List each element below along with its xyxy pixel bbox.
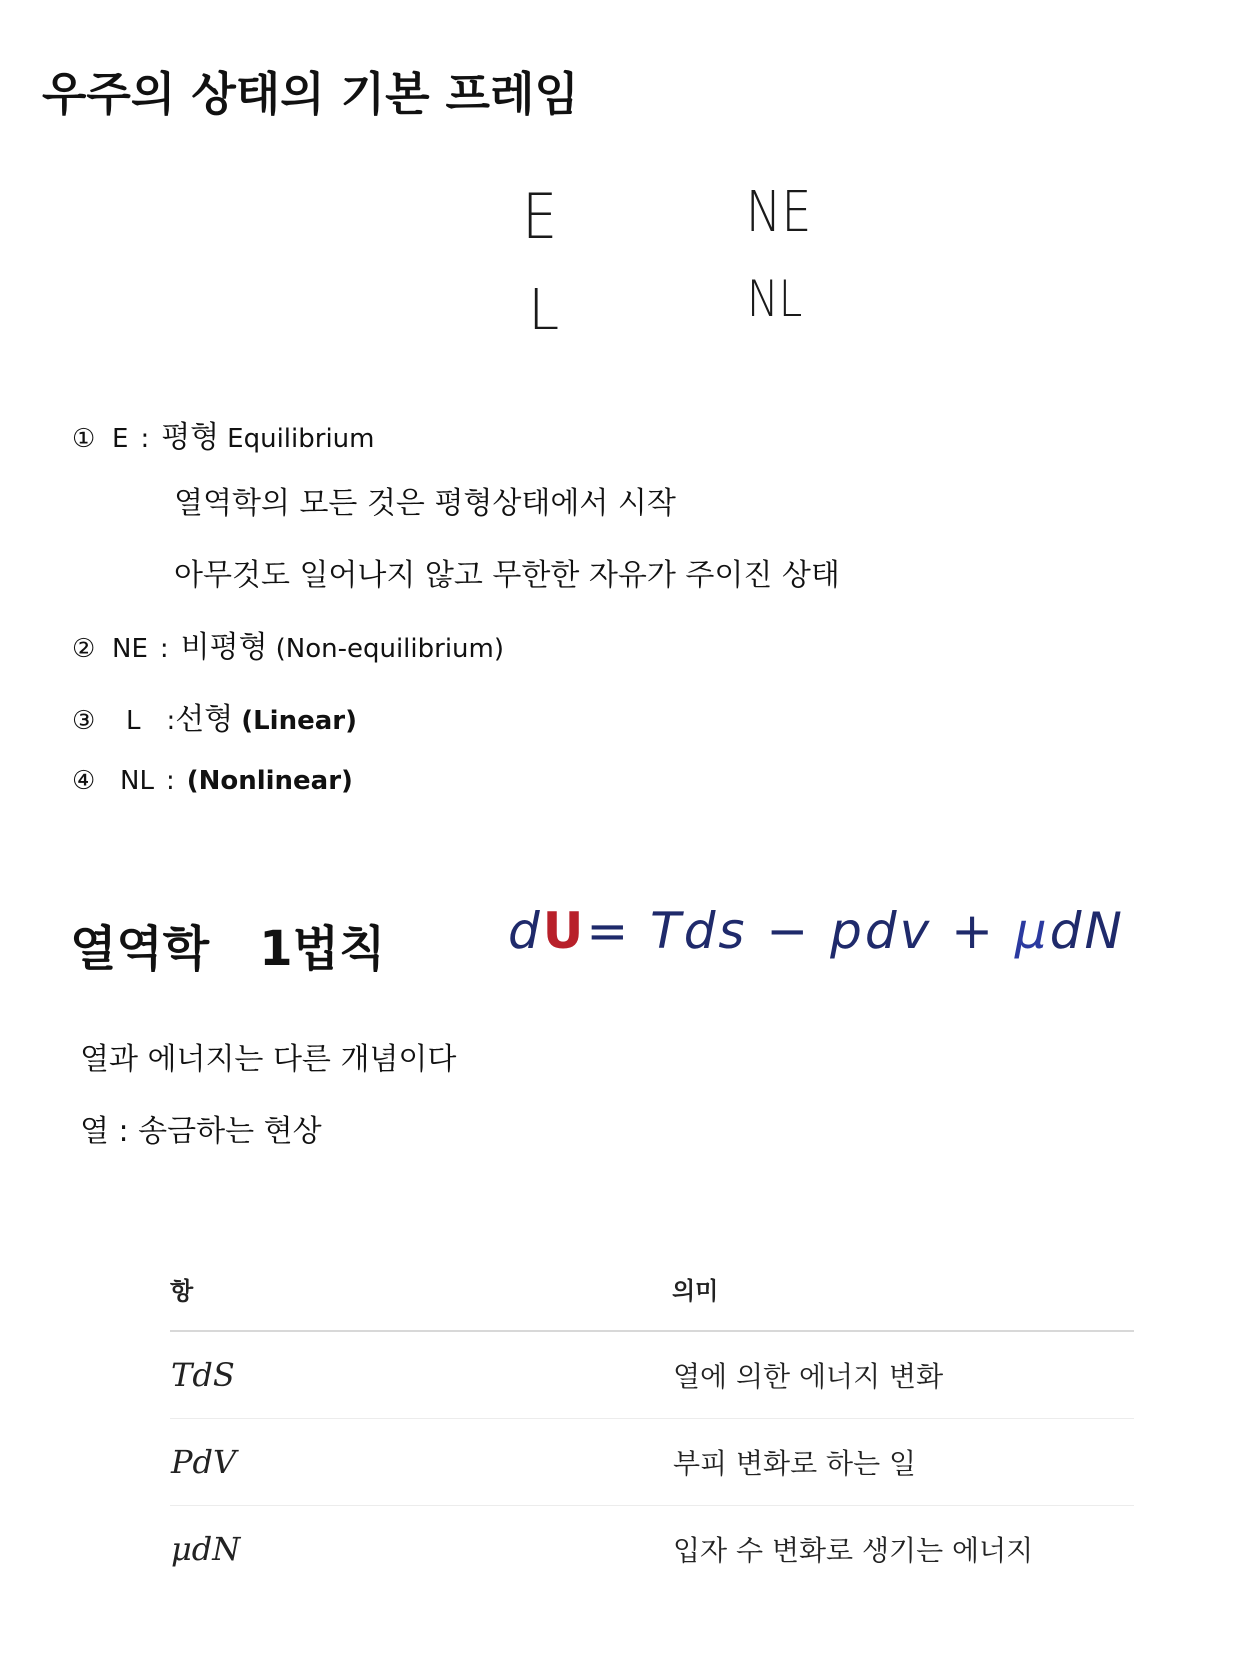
meaning-cell: 부피 변화로 하는 일 [672, 1419, 1134, 1506]
term-cell: μdN [171, 1530, 241, 1568]
item-korean: 평형 [161, 420, 220, 455]
item-english: (Linear) [241, 706, 357, 736]
list-item-l [72, 694, 357, 738]
section-heading: 열역학 1법칙 [70, 921, 386, 977]
eq-rest: = Tds − pdv + [586, 902, 1015, 960]
e-note-1: 열역학의 모든 것은 평형상태에서 시작 [174, 486, 676, 521]
item-separator: : [165, 766, 175, 796]
item-english: (Nonlinear) [186, 766, 353, 796]
item-number: ② [72, 634, 96, 664]
table-row [170, 1419, 1134, 1506]
header-meaning: 의미 [672, 1258, 1134, 1331]
meaning-cell: 열에 의한 에너지 변화 [672, 1331, 1134, 1419]
item-korean: 선형 [175, 702, 234, 737]
sketch-l-label: L [528, 278, 560, 343]
item-english: Equilibrium [227, 424, 375, 454]
item-english: (Non-equilibrium) [275, 634, 504, 664]
table-header-row [170, 1258, 1134, 1331]
terms-table [170, 1258, 1134, 1592]
item-code: NE [112, 634, 148, 664]
paragraph-1: 열과 에너지는 다른 개념이다 [80, 1042, 457, 1077]
sketch-nl-label: NL [746, 270, 803, 328]
item-number: ③ [72, 706, 96, 736]
item-code: NL [120, 766, 154, 796]
eq-d: d [508, 902, 543, 960]
e-note-2: 아무것도 일어나지 않고 무한한 자유가 주이진 상태 [174, 558, 840, 593]
item-code: E [112, 424, 129, 454]
term-cell: PdV [170, 1419, 672, 1506]
item-code: L [126, 706, 141, 736]
list-item-ne [72, 622, 504, 666]
list-item-e [72, 412, 374, 456]
item-separator: : [166, 706, 176, 736]
eq-dn: dN [1049, 902, 1125, 960]
item-separator: : [159, 634, 169, 664]
item-number: ① [72, 424, 96, 454]
meaning-cell: 입자 수 변화로 생기는 에너지 [673, 1534, 1034, 1567]
page-title: 우주의 상태의 기본 프레임 [42, 67, 579, 121]
item-number: ④ [72, 766, 96, 796]
paragraph-2: 열 : 송금하는 현상 [80, 1114, 322, 1149]
eq-mu: μ [1014, 902, 1050, 960]
sketch-ne-label: NE [745, 180, 812, 245]
item-separator: : [140, 424, 150, 454]
table-row [170, 1506, 1134, 1593]
list-item-nl [72, 766, 353, 796]
first-law-equation [508, 902, 1125, 960]
term-cell: TdS [170, 1331, 672, 1419]
eq-u: U [542, 902, 587, 960]
item-korean: 비평형 [180, 630, 268, 665]
header-term: 항 [170, 1258, 672, 1331]
table-row [170, 1331, 1134, 1419]
sketch-e-label: E [521, 180, 558, 253]
